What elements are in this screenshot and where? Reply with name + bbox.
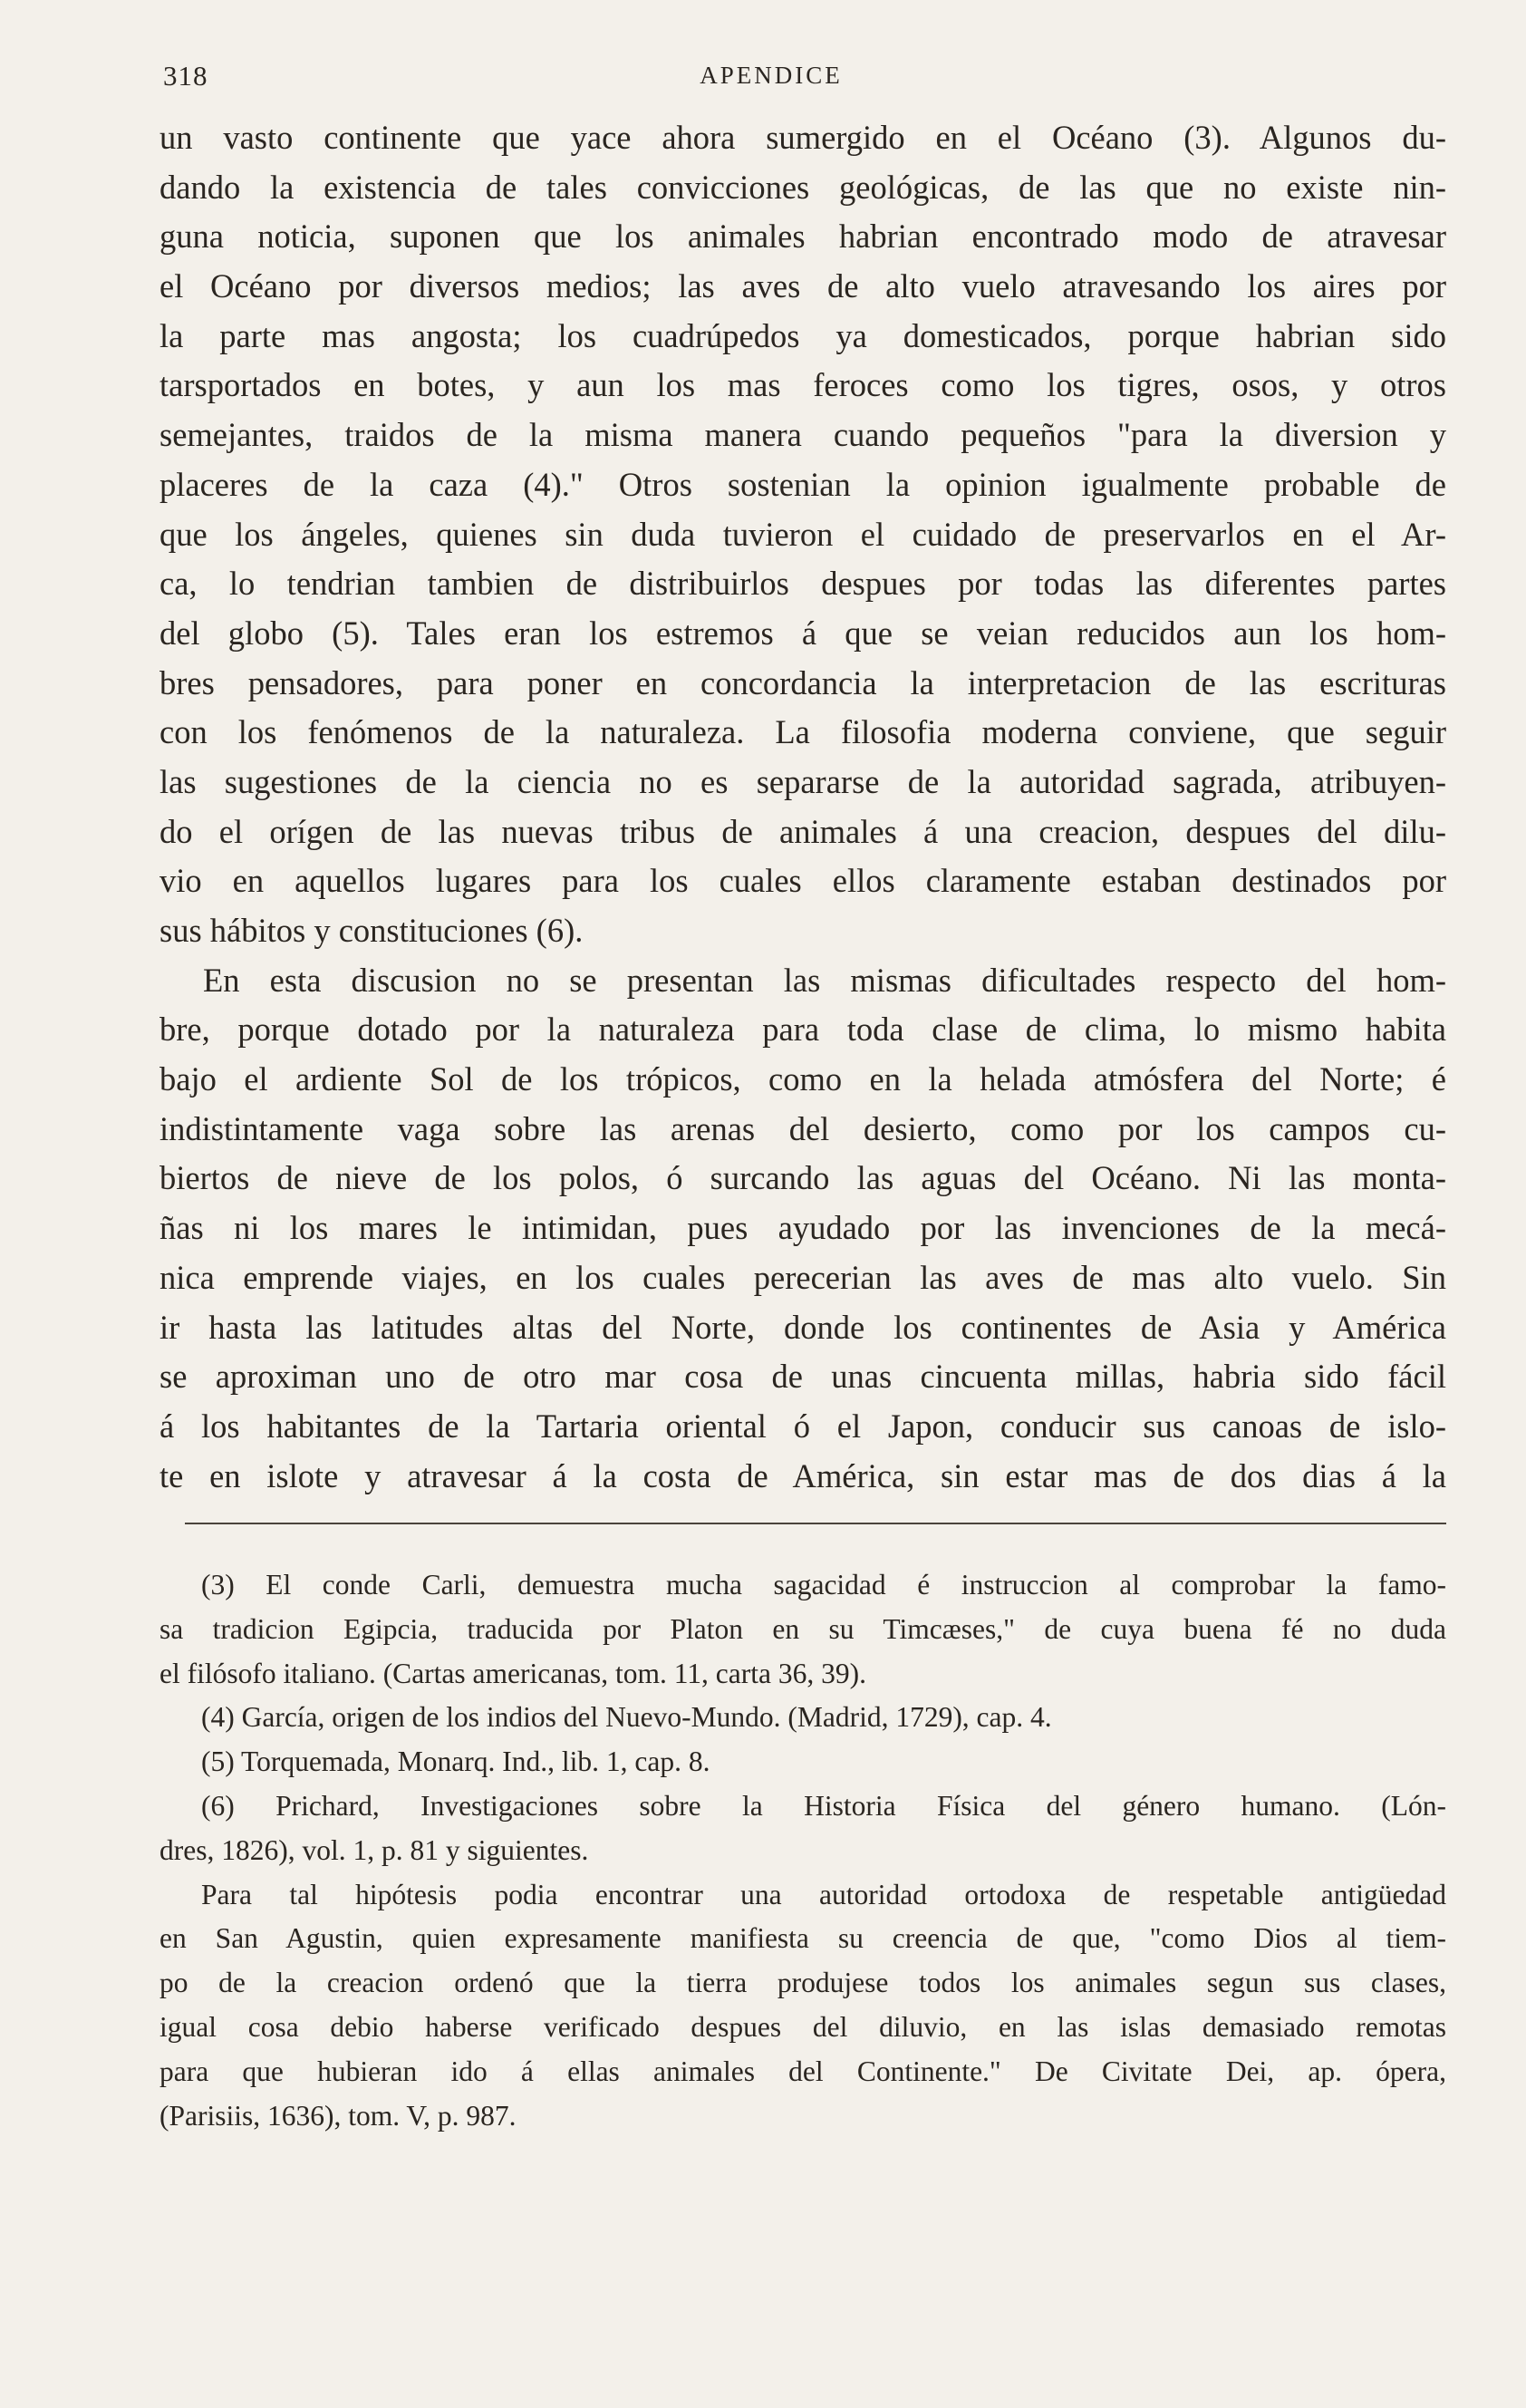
footnote-line: sa tradicion Egipcia, traducida por Platon en su Timcæses," de cuya buena fé no duda	[159, 1612, 1446, 1645]
text-line: la parte mas angosta; los cuadrúpedos ya domesticados, porque habrian sido	[159, 316, 1446, 354]
footnote-line: Para tal hipótesis podia encontrar una autoridad ortodoxa de respetable antigüedad	[201, 1878, 1446, 1910]
footnotes	[159, 1563, 1446, 2138]
text-line: vio en aquellos lugares para los cuales ellos claramente estaban destinados por	[159, 862, 1446, 900]
text-line: un vasto continente que yace ahora sumergido en el Océano (3). Algunos du-	[159, 119, 1446, 156]
text-line: que los ángeles, quienes sin duda tuvieron el cuidado de preservarlos en el Ar-	[159, 515, 1446, 553]
text-line: guna noticia, suponen que los animales habrian encontrado modo de atravesar	[159, 218, 1446, 256]
footnote-line: dres, 1826), vol. 1, p. 81 y siguientes.	[159, 1833, 589, 1866]
text-line: bres pensadores, para poner en concordancia la interpretacion de las escrituras	[159, 663, 1446, 701]
text-line: bajo el ardiente Sol de los trópicos, como en la helada atmósfera del Norte; é	[159, 1060, 1446, 1098]
footnote-line: (Parisiis, 1636), tom. V, p. 987.	[159, 2099, 517, 2132]
text-line: biertos de nieve de los polos, ó surcando las aguas del Océano. Ni las monta-	[159, 1159, 1446, 1197]
footnote-line: (3) El conde Carli, demuestra mucha sagacidad é instruccion al comprobar la famo-	[201, 1569, 1446, 1600]
text-line: ñas ni los mares le intimidan, pues ayudado por las invenciones de la mecá-	[159, 1209, 1446, 1247]
page-number: 318	[163, 60, 208, 92]
page-header	[159, 56, 1446, 98]
footnote-line: en San Agustin, quien expresamente manifiesta su creencia de que, "como Dios al tiem-	[159, 1922, 1446, 1955]
text-line: do el orígen de las nuevas tribus de animales á una creacion, despues del dilu-	[159, 812, 1446, 850]
text-line: el Océano por diversos medios; las aves de alto vuelo atravesando los aires por	[159, 267, 1446, 305]
footnote-line: (5) Torquemada, Monarq. Ind., lib. 1, cap. 8.	[201, 1746, 710, 1778]
text-line: indistintamente vaga sobre las arenas del desierto, como por los campos cu-	[159, 1109, 1446, 1147]
running-title: APENDICE	[700, 62, 843, 89]
text-line: nica emprende viajes, en los cuales perecerian las aves de mas alto vuelo. Sin	[159, 1258, 1446, 1296]
text-line: tarsportados en botes, y aun los mas feroces como los tigres, osos, y otros	[159, 366, 1446, 404]
text-line: En esta discusion no se presentan las mismas dificultades respecto del hom-	[203, 961, 1446, 999]
text-line: del globo (5). Tales eran los estremos á que se veian reducidos aun los hom-	[159, 614, 1446, 652]
text-line: con los fenómenos de la naturaleza. La filosofia moderna conviene, que seguir	[159, 713, 1446, 751]
body-text	[159, 113, 1446, 1501]
text-line: placeres de la caza (4)." Otros sostenian la opinion igualmente probable de	[159, 465, 1446, 503]
footnote-line: (4) García, origen de los indios del Nuevo-Mundo. (Madrid, 1729), cap. 4.	[201, 1701, 1052, 1734]
text-line: ca, lo tendrian tambien de distribuirlos despues por todas las diferentes partes	[159, 565, 1446, 603]
footnote-line: para que hubieran ido á ellas animales del Continente." De Civitate Dei, ap. ópera,	[159, 2055, 1446, 2087]
text-line: bre, porque dotado por la naturaleza para toda clase de clima, lo mismo habita	[159, 1011, 1446, 1049]
text-line: se aproximan uno de otro mar cosa de unas cincuenta millas, habria sido fácil	[159, 1358, 1446, 1396]
footnote-line: po de la creacion ordenó que la tierra produjese todos los animales segun sus clases,	[159, 1967, 1446, 1999]
text-line: semejantes, traidos de la misma manera cuando pequeños "para la diversion y	[159, 416, 1446, 454]
footnote-line: el filósofo italiano. (Cartas americanas, tom. 11, carta 36, 39).	[159, 1657, 866, 1689]
footnote-line: igual cosa debio haberse verificado despues del diluvio, en las islas demasiado remotas	[159, 2010, 1446, 2043]
text-line: á los habitantes de la Tartaria oriental ó el Japon, conducir sus canoas de islo-	[159, 1407, 1446, 1445]
footnote-line: (6) Prichard, Investigaciones sobre la Historia Física del género humano. (Lón-	[201, 1789, 1446, 1822]
footnote-divider	[185, 1523, 1446, 1524]
text-line: sus hábitos y constituciones (6).	[159, 912, 584, 949]
text-line: dando la existencia de tales convicciones geológicas, de las que no existe nin-	[159, 168, 1446, 206]
text-line: las sugestiones de la ciencia no es separarse de la autoridad sagrada, atribuyen-	[159, 762, 1446, 800]
text-line: ir hasta las latitudes altas del Norte, donde los continentes de Asia y América	[159, 1308, 1446, 1346]
text-line: te en islote y atravesar á la costa de América, sin estar mas de dos dias á la	[159, 1456, 1446, 1494]
